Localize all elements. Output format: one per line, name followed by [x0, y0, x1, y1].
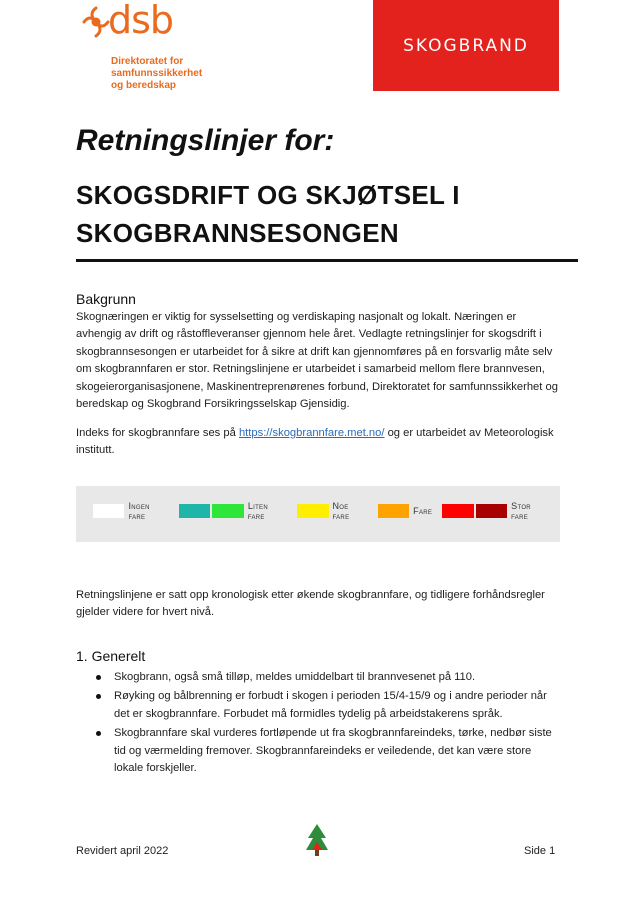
index-suffix: og er utarbeidet av Meteorologisk institutt.: [76, 427, 554, 457]
list-item-text: Røyking og bålbrenning er forbudt i skogen i perioden 15/4-15/9 og i andre perioder når det er skogbrannfare. Forbudet må formidles tydelig på arbeidstakerens språk.: [114, 690, 547, 720]
legend-swatch: [212, 504, 243, 518]
bullet-icon: [96, 675, 101, 680]
document-subtitle: SKOGSDRIFT OG SKJØTSEL I SKOGBRANNSESONGEN: [76, 180, 460, 248]
skogbrand-logo: [373, 0, 559, 91]
section-1-heading: 1. Generelt: [76, 648, 146, 664]
legend-swatch: [93, 504, 124, 518]
fire-danger-legend: [76, 486, 560, 542]
revision-date: Revidert april 2022: [76, 845, 169, 857]
dsb-subtitle: Direktoratet for samfunnssikkerhet og beredskap: [111, 56, 203, 91]
legend-label: Stor fare: [511, 501, 531, 521]
page-number: Side 1: [524, 845, 556, 857]
list-item: [96, 669, 562, 686]
dsb-wordmark: dsb: [108, 0, 174, 42]
list-item: [96, 725, 562, 777]
legend-label: Noe fare: [332, 501, 350, 521]
legend-swatch: [442, 504, 473, 518]
skogbrand-wordmark: SKOGBRAND: [403, 35, 529, 56]
bullet-icon: [96, 694, 101, 699]
skogbrannfare-link[interactable]: https://skogbrannfare.met.no/: [238, 427, 385, 439]
dsb-logo: [78, 0, 218, 96]
legend-swatch: [378, 504, 409, 518]
list-item: [96, 688, 562, 723]
legend-label: Fare: [413, 506, 433, 516]
legend-swatch: [297, 504, 328, 518]
legend-swatch: [179, 504, 210, 518]
background-paragraph: Skognæringen er viktig for sysselsetting og verdiskaping nasjonalt og lokalt. Næringen er avhengig av drift og råstoffleveranser gjennom hele året. Vedlagte retningslinjer for skogsdrift i skogbrannsesongen er utarbeidet for å sikre at drift kan gjennomføres på en forsvarlig måte selv om skogbrannfaren er stor. Retningslinjene er utarbeidet i samarbeid mellom flere brannvesen, skogeierorganisasjonene, Maskinentreprenørenes forbund, Direktoratet for samfunnssikkerhet og beredskap og Skogbrand Forsikringsselskap Gjensidig.: [76, 311, 558, 411]
legend-label: Liten fare: [247, 501, 268, 521]
chronology-paragraph: Retningslinjene er satt opp kronologisk etter økende skogbrannfare, og tidligere forhåndsregler gjelder videre for hvert nivå.: [76, 589, 545, 619]
legend-swatch: [476, 504, 507, 518]
bullet-icon: [96, 731, 101, 736]
list-item-text: Skogbrann, også små tilløp, meldes umiddelbart til brannvesenet på 110.: [114, 671, 476, 683]
legend-row: [93, 503, 560, 519]
legend-label: Ingen fare: [128, 501, 150, 521]
index-prefix: Indeks for skogbrannfare ses på: [76, 427, 239, 439]
index-paragraph: [76, 425, 562, 460]
list-item-text: Skogbrannfare skal vurderes fortløpende ut fra skogbrannfareindeks, tørke, nedbør siste tid og værmelding fremover. Skogbrannfareindeks er veiledende, det kan være store lokale forskjeller.: [114, 727, 552, 775]
document-title: Retningslinjer for:: [76, 124, 335, 157]
section-1-list: [96, 669, 562, 779]
tree-logo-icon: [304, 822, 330, 858]
title-divider: [76, 259, 578, 262]
background-heading: Bakgrunn: [76, 291, 136, 307]
